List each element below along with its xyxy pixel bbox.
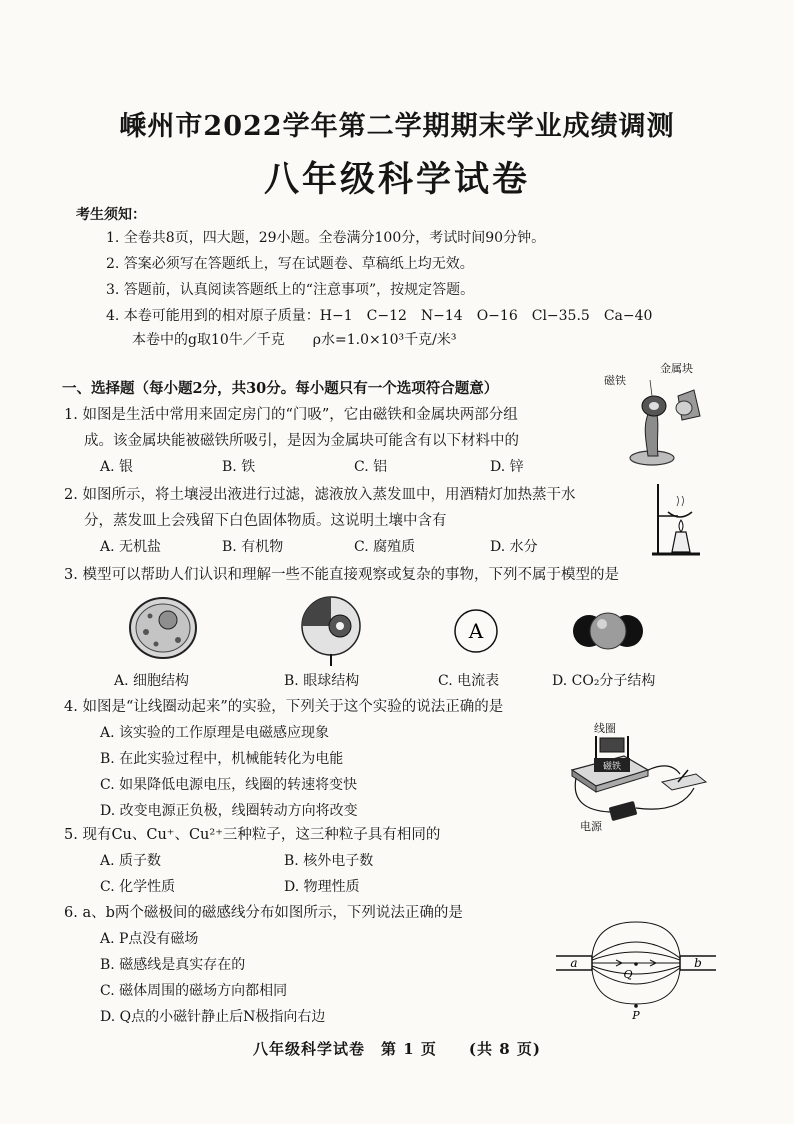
q6-option-c: C. 磁体周围的磁场方向都相同 bbox=[100, 983, 288, 999]
notice-item-5: 本卷中的g取10牛／千克 ρ水=1.0×10³千克/米³ bbox=[132, 332, 457, 348]
q3-stem: 3. 模型可以帮助人们认识和理解一些不能直接观察或复杂的事物，下列不属于模型的是 bbox=[64, 567, 619, 583]
q4-label-power: 电源 bbox=[580, 820, 602, 833]
notice-heading: 考生须知： bbox=[76, 207, 146, 223]
door-stop-figure bbox=[620, 380, 720, 470]
ammeter-symbol-figure bbox=[452, 607, 500, 655]
q1-option-d: D. 锌 bbox=[490, 459, 524, 475]
q4-option-b: B. 在此实验过程中，机械能转化为电能 bbox=[100, 751, 344, 767]
q2-option-c: C. 腐殖质 bbox=[354, 539, 416, 555]
exam-subtitle: 八年级科学试卷 bbox=[263, 159, 530, 200]
notice-item-3: 3. 答题前，认真阅读答题纸上的“注意事项”，按规定答题。 bbox=[106, 282, 475, 298]
q6-label-q: Q bbox=[623, 968, 633, 981]
evaporation-figure bbox=[650, 482, 702, 558]
q6-option-a: A. P点没有磁场 bbox=[100, 931, 199, 947]
q5-stem: 5. 现有Cu、Cu⁺、Cu²⁺三种粒子，这三种粒子具有相同的 bbox=[64, 827, 441, 843]
q2-option-d: D. 水分 bbox=[490, 539, 538, 555]
cell-model-figure bbox=[128, 596, 198, 660]
q5-option-a: A. 质子数 bbox=[100, 853, 162, 869]
q1-option-a: A. 银 bbox=[100, 459, 134, 475]
q6-label-a: a bbox=[570, 956, 578, 970]
q1-option-b: B. 铁 bbox=[222, 459, 256, 475]
q5-option-c: C. 化学性质 bbox=[100, 879, 176, 895]
q6-option-d: D. Q点的小磁针静止后N极指向右边 bbox=[100, 1009, 326, 1025]
q2-option-b: B. 有机物 bbox=[222, 539, 284, 555]
q2-stem-line2: 分，蒸发皿上会残留下白色固体物质。这说明土壤中含有 bbox=[84, 513, 447, 529]
q6-label-p: P bbox=[632, 1009, 640, 1022]
notice-item-1: 1. 全卷共8页，四大题，29小题。全卷满分100分，考试时间90分钟。 bbox=[106, 230, 546, 246]
q2-option-a: A. 无机盐 bbox=[100, 539, 162, 555]
q1-option-c: C. 铝 bbox=[354, 459, 388, 475]
q4-label-coil: 线圈 bbox=[594, 722, 616, 735]
q1-stem-line1: 1. 如图是生活中常用来固定房门的“门吸”，它由磁铁和金属块两部分组 bbox=[64, 407, 518, 423]
ammeter-letter: A bbox=[468, 619, 484, 643]
magnetic-field-figure bbox=[556, 920, 716, 1024]
q1-label-metal: 金属块 bbox=[660, 362, 693, 375]
q1-stem-line2: 成。该金属块能被磁铁所吸引，是因为金属块可能含有以下材料中的 bbox=[84, 433, 519, 449]
q1-label-magnet: 磁铁 bbox=[604, 374, 626, 387]
co2-molecule-figure bbox=[572, 609, 644, 653]
q6-option-b: B. 磁感线是真实存在的 bbox=[100, 957, 246, 973]
q5-option-b: B. 核外电子数 bbox=[284, 853, 374, 869]
eyeball-model-figure bbox=[296, 596, 366, 668]
exam-title: 嵊州市2022学年第二学期期末学业成绩调测 bbox=[119, 111, 675, 142]
q2-stem-line1: 2. 如图所示，将土壤浸出液进行过滤，滤液放入蒸发皿中，用酒精灯加热蒸干水 bbox=[64, 487, 576, 503]
q4-option-c: C. 如果降低电源电压，线圈的转速将变快 bbox=[100, 777, 358, 793]
motor-experiment-figure bbox=[570, 730, 710, 820]
q6-stem: 6. a、b两个磁极间的磁感线分布如图所示，下列说法正确的是 bbox=[64, 905, 463, 921]
section-1-title: 一、选择题（每小题2分，共30分。每小题只有一个选项符合题意） bbox=[62, 380, 499, 397]
notice-item-2: 2. 答案必须写在答题纸上，写在试题卷、草稿纸上均无效。 bbox=[106, 256, 474, 272]
q4-option-d: D. 改变电源正负极，线圈转动方向将改变 bbox=[100, 803, 358, 819]
notice-item-4: 4. 本卷可能用到的相对原子质量：H−1 C−12 N−14 O−16 Cl−35.5 Ca−40 bbox=[106, 308, 653, 324]
q6-label-b: b bbox=[694, 956, 702, 970]
page-footer: 八年级科学试卷 第 1 页 (共 8 页) bbox=[253, 1040, 541, 1058]
q4-stem: 4. 如图是“让线圈动起来”的实验，下列关于这个实验的说法正确的是 bbox=[64, 699, 504, 715]
q3-option-a: A. 细胞结构 bbox=[114, 673, 190, 689]
q5-option-d: D. 物理性质 bbox=[284, 879, 360, 895]
q4-option-a: A. 该实验的工作原理是电磁感应现象 bbox=[100, 725, 330, 741]
q3-option-b: B. 眼球结构 bbox=[284, 673, 360, 689]
q3-option-c: C. 电流表 bbox=[438, 673, 500, 689]
q3-option-d: D. CO₂分子结构 bbox=[552, 673, 656, 689]
q4-label-magnet: 磁铁 bbox=[602, 762, 622, 772]
